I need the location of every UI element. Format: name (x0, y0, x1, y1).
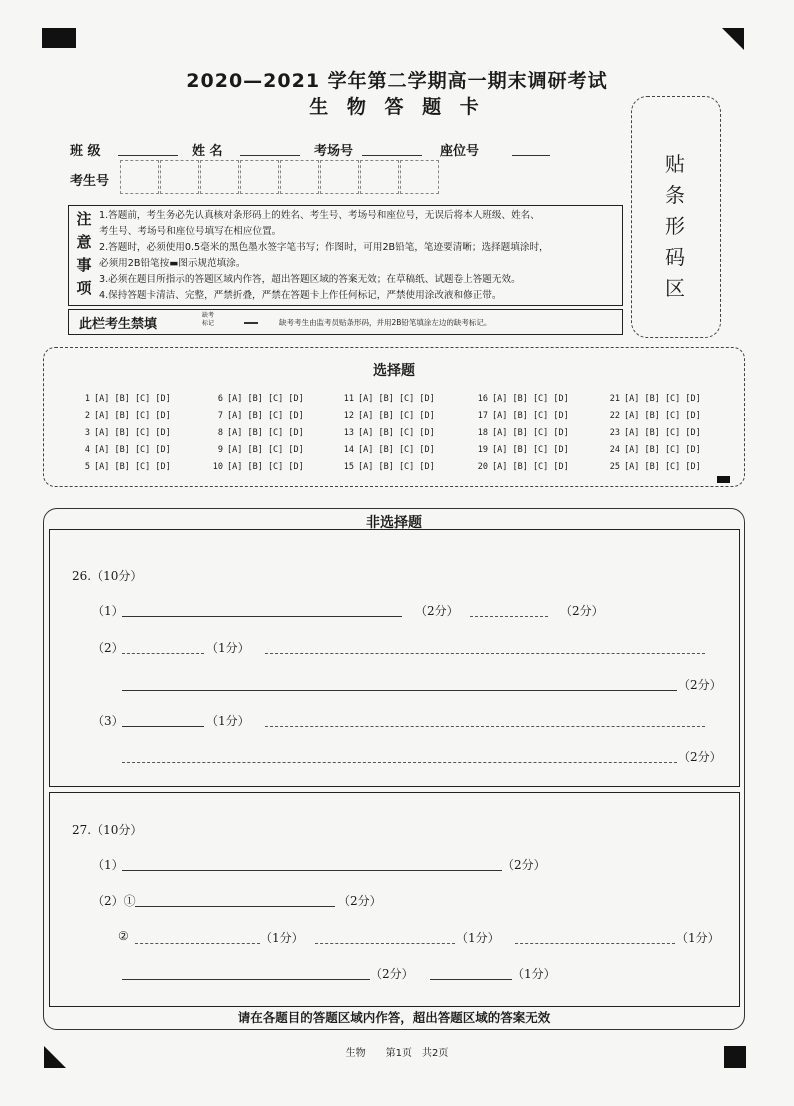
mcq-item-4[interactable] (74, 445, 171, 455)
room-label: 考场号 (314, 144, 354, 159)
seat-label: 座位号 (440, 144, 480, 159)
mcq-item-10[interactable] (207, 462, 304, 472)
mcq-item-1[interactable] (74, 394, 171, 404)
mcq-item-21[interactable] (604, 394, 701, 404)
mcq-options[interactable]: [A] [B] [C] [D] (94, 445, 171, 455)
notice-line: 1.答题前，考生务必先认真核对条形码上的姓名、考生号、考场号和座位号，无误后将本人班级、姓名、 (99, 210, 540, 221)
mcq-options[interactable]: [A] [B] [C] [D] (492, 445, 569, 455)
mcq-options[interactable]: [A] [B] [C] [D] (358, 445, 435, 455)
q27-p2-score: （2分） (338, 894, 382, 908)
q27-p2b-score-2: （1分） (456, 931, 500, 945)
mcq-number: 2 (84, 411, 90, 421)
notice-box (68, 205, 623, 306)
mcq-item-19[interactable] (472, 445, 569, 455)
mcq-number: 13 (343, 428, 354, 438)
q26-p2-blank-1[interactable] (122, 653, 204, 654)
absent-mark-box[interactable] (244, 322, 258, 324)
mcq-options[interactable]: [A] [B] [C] [D] (624, 411, 701, 421)
q26-p3-blank-2[interactable] (265, 726, 705, 727)
mcq-item-22[interactable] (604, 411, 701, 421)
mcq-number: 6 (217, 394, 223, 404)
mcq-number: 1 (84, 394, 90, 404)
mcq-options[interactable]: [A] [B] [C] [D] (94, 462, 171, 472)
q27-p2b-blank-1[interactable] (135, 943, 260, 944)
q26-p2-score-1: （1分） (206, 641, 250, 655)
q27-p1-score: （2分） (502, 858, 546, 872)
q26-p3-score-1: （1分） (206, 714, 250, 728)
class-label: 班 级 (70, 144, 101, 159)
page-footer: 生物 第1页 共2页 (345, 1048, 449, 1059)
room-field[interactable] (362, 155, 422, 156)
mcq-number: 5 (84, 462, 90, 472)
mcq-options[interactable]: [A] [B] [C] [D] (227, 445, 304, 455)
mcq-options[interactable]: [A] [B] [C] [D] (492, 462, 569, 472)
notice-line: 2.答题时，必须使用0.5毫米的黑色墨水签字笔书写；作图时，可用2B铅笔，笔迹要清晰；选择题填涂时， (99, 242, 549, 253)
student-id-box-2[interactable] (160, 160, 199, 194)
seat-field[interactable] (512, 155, 550, 156)
mcq-number: 8 (217, 428, 223, 438)
q26-p2-blank-3[interactable] (122, 690, 677, 691)
absent-hint: 缺考考生由监考员贴条形码，并用2B铅笔填涂左边的缺考标记。 (279, 318, 492, 327)
mcq-options[interactable]: [A] [B] [C] [D] (358, 394, 435, 404)
q27-p2b-blank-2[interactable] (315, 943, 455, 944)
mcq-item-5[interactable] (74, 462, 171, 472)
q26-p3-label: （3） (92, 714, 124, 728)
mcq-number: 12 (343, 411, 354, 421)
q27-p1-blank[interactable] (122, 870, 502, 871)
mcq-item-18[interactable] (472, 428, 569, 438)
q26-p2-label: （2） (92, 641, 124, 655)
mcq-options[interactable]: [A] [B] [C] [D] (94, 428, 171, 438)
mcq-number: 23 (609, 428, 620, 438)
q26-p1-label: （1） (92, 604, 124, 618)
staff-only-label: 此栏考生禁填 (79, 317, 158, 332)
notice-heading: 注 意 事 项 (76, 210, 92, 297)
mcq-item-20[interactable] (472, 462, 569, 472)
absent-mark-label: 缺考标记 (202, 312, 215, 327)
free-response-title: 非选择题 (366, 515, 422, 531)
notice-line: 考生号、考场号和座位号填写在相应位置。 (99, 226, 282, 237)
q27-p2b-score-3: （1分） (676, 931, 720, 945)
mcq-number: 9 (217, 445, 223, 455)
mcq-options[interactable]: [A] [B] [C] [D] (227, 411, 304, 421)
mcq-item-23[interactable] (604, 428, 701, 438)
corner-mark-top-left (42, 28, 76, 48)
q27-p1-label: （1） (92, 858, 124, 872)
section-end-mark (717, 476, 730, 483)
mcq-options[interactable]: [A] [B] [C] [D] (492, 428, 569, 438)
q27-p2c-score-2: （1分） (512, 967, 556, 981)
student-id-label: 考生号 (70, 174, 110, 189)
student-id-box-4[interactable] (240, 160, 279, 194)
mcq-options[interactable]: [A] [B] [C] [D] (94, 394, 171, 404)
mcq-item-12[interactable] (338, 411, 435, 421)
multiple-choice-section (43, 347, 745, 487)
q27-p2c-blank-2[interactable] (430, 979, 512, 980)
mcq-number: 16 (477, 394, 488, 404)
mcq-options[interactable]: [A] [B] [C] [D] (227, 394, 304, 404)
q27-p2b-blank-3[interactable] (515, 943, 675, 944)
multiple-choice-title: 选择题 (373, 363, 415, 379)
exam-title: 2020—2021 学年第二学期高一期末调研考试 (186, 70, 608, 92)
barcode-sticker-area (631, 96, 721, 338)
mcq-item-3[interactable] (74, 428, 171, 438)
mcq-number: 20 (477, 462, 488, 472)
mcq-number: 19 (477, 445, 488, 455)
q27-p2c-blank-1[interactable] (122, 979, 370, 980)
q26-p2-score-2: （2分） (678, 678, 722, 692)
mcq-item-14[interactable] (338, 445, 435, 455)
exam-subtitle: 生 物 答 题 卡 (309, 96, 485, 118)
notice-lines (99, 208, 618, 304)
student-id-box-3[interactable] (200, 160, 239, 194)
question-26-box (49, 529, 740, 787)
q26-p1-blank-1[interactable] (122, 616, 402, 617)
student-id-box-7[interactable] (360, 160, 399, 194)
mcq-options[interactable]: [A] [B] [C] [D] (624, 445, 701, 455)
name-label: 姓 名 (192, 144, 223, 159)
mcq-number: 10 (212, 462, 223, 472)
corner-mark-top-right (722, 28, 744, 50)
mcq-item-15[interactable] (338, 462, 435, 472)
q27-head: 27.（10分） (72, 823, 143, 837)
answer-area-warning: 请在各题目的答题区域内作答，超出答题区域的答案无效 (237, 1010, 551, 1025)
notice-line: 3.必须在题目所指示的答题区域内作答，超出答题区域的答案无效；在草稿纸、试题卷上答题无效。 (99, 274, 521, 285)
mcq-number: 14 (343, 445, 354, 455)
mcq-number: 22 (609, 411, 620, 421)
question-27-box (49, 792, 740, 1007)
mcq-number: 25 (609, 462, 620, 472)
mcq-options[interactable]: [A] [B] [C] [D] (358, 428, 435, 438)
class-field[interactable] (118, 155, 178, 156)
mcq-options[interactable]: [A] [B] [C] [D] (227, 428, 304, 438)
mcq-number: 4 (84, 445, 90, 455)
name-field[interactable] (240, 155, 300, 156)
mcq-options[interactable]: [A] [B] [C] [D] (624, 394, 701, 404)
mcq-options[interactable]: [A] [B] [C] [D] (358, 411, 435, 421)
mcq-number: 24 (609, 445, 620, 455)
mcq-item-8[interactable] (207, 428, 304, 438)
q26-p3-blank-1[interactable] (122, 726, 204, 727)
mcq-item-11[interactable] (338, 394, 435, 404)
q26-p1-blank-2[interactable] (470, 616, 548, 617)
mcq-number: 15 (343, 462, 354, 472)
q27-p2b-score-1: （1分） (260, 931, 304, 945)
mcq-options[interactable]: [A] [B] [C] [D] (492, 394, 569, 404)
mcq-number: 17 (477, 411, 488, 421)
q27-p2b-label: ② (118, 929, 129, 943)
staff-only-row (68, 309, 623, 335)
mcq-number: 3 (84, 428, 90, 438)
mcq-item-17[interactable] (472, 411, 569, 421)
q26-p1-score-1: （2分） (415, 604, 459, 618)
mcq-item-13[interactable] (338, 428, 435, 438)
mcq-options[interactable]: [A] [B] [C] [D] (358, 462, 435, 472)
mcq-item-7[interactable] (207, 411, 304, 421)
mcq-item-25[interactable] (604, 462, 701, 472)
student-id-box-6[interactable] (320, 160, 359, 194)
student-id-box-5[interactable] (280, 160, 319, 194)
mcq-number: 11 (343, 394, 354, 404)
mcq-number: 18 (477, 428, 488, 438)
notice-line: 4.保持答题卡清洁、完整，严禁折叠，严禁在答题卡上作任何标记，严禁使用涂改液和修正带。 (99, 290, 502, 301)
q27-p2c-score-1: （2分） (370, 967, 414, 981)
sticker-label: 贴 条 形 码 区 (665, 152, 685, 300)
mcq-options[interactable]: [A] [B] [C] [D] (624, 462, 701, 472)
q27-p2-label: （2）① (92, 894, 136, 908)
mcq-item-16[interactable] (472, 394, 569, 404)
mcq-options[interactable]: [A] [B] [C] [D] (492, 411, 569, 421)
q26-p1-score-2: （2分） (560, 604, 604, 618)
mcq-number: 7 (217, 411, 223, 421)
q26-p3-blank-3[interactable] (122, 762, 677, 763)
q26-p3-score-2: （2分） (678, 750, 722, 764)
q26-head: 26.（10分） (72, 569, 143, 583)
q26-p2-blank-2[interactable] (265, 653, 705, 654)
student-id-box-1[interactable] (120, 160, 159, 194)
mcq-number: 21 (609, 394, 620, 404)
mcq-item-2[interactable] (74, 411, 171, 421)
q27-p2-blank[interactable] (135, 906, 335, 907)
mcq-options[interactable]: [A] [B] [C] [D] (94, 411, 171, 421)
mcq-options[interactable]: [A] [B] [C] [D] (227, 462, 304, 472)
mcq-item-24[interactable] (604, 445, 701, 455)
mcq-item-6[interactable] (207, 394, 304, 404)
mcq-options[interactable]: [A] [B] [C] [D] (624, 428, 701, 438)
student-id-box-8[interactable] (400, 160, 439, 194)
notice-line: 必须用2B铅笔按▬图示规范填涂。 (99, 258, 246, 269)
free-response-section (43, 508, 745, 1030)
mcq-item-9[interactable] (207, 445, 304, 455)
